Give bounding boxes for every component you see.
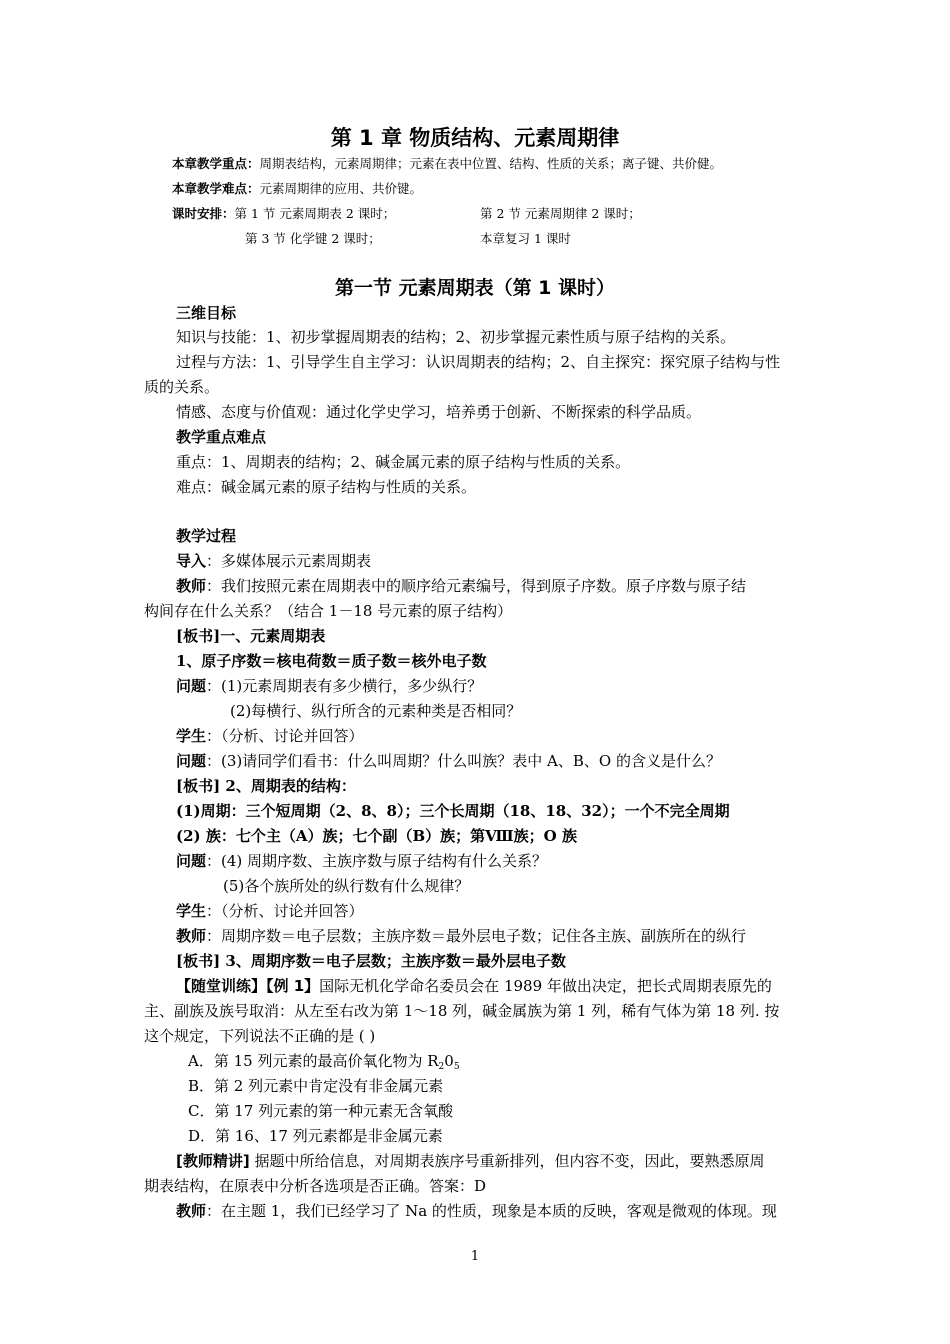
teacher-text: ：在主题 1，我们已经学习了 Na 的性质，现象是本质的反映，客观是微观的体现。现 <box>206 1202 777 1220</box>
schedule-line-1 <box>172 204 395 222</box>
schedule-item-1: 第 1 节 元素周期表 2 课时； <box>234 206 396 221</box>
schedule-item-2: 第 2 节 元素周期律 2 课时； <box>480 206 641 221</box>
option-a-subscript-2: 5 <box>453 1062 460 1072</box>
student-label: 学生 <box>176 902 207 920</box>
key-points-text: 周期表结构，元素周期律；元素在表中位置、结构、性质的关系；离子键、共价健。 <box>259 156 723 171</box>
teacher-label: 教师 <box>176 577 207 595</box>
exercise-line-1 <box>176 975 772 996</box>
board-1: [板书]一、元素周期表 <box>176 627 326 645</box>
explain-line-2: 期表结构，在原表中分析各选项是否正确。答案：D <box>144 1177 487 1195</box>
student-text: ：（分析、讨论并回答） <box>206 727 364 745</box>
exercise-text: 国际无机化学命名委员会在 1989 年做出决定，把长式周期表原先的 <box>319 977 772 995</box>
board-2-1: (1)周期：三个短周期（2、8、8）；三个长周期（18、18、32）；一个不完全周期 <box>176 802 730 820</box>
difficulties-label: 本章教学难点： <box>172 181 260 196</box>
board-2: [板书] 2、周期表的结构： <box>176 777 356 795</box>
intro-line <box>176 550 371 571</box>
exercise-line-3: 这个规定，下列说法不正确的是 ( ) <box>144 1027 376 1045</box>
student-label: 学生 <box>176 727 207 745</box>
option-a-text: A．第 15 列元素的最高价氧化物为 R <box>188 1052 439 1070</box>
student-1 <box>176 725 364 746</box>
question-2 <box>176 750 721 771</box>
question-label: 问题 <box>176 852 207 870</box>
page-number: 1 <box>470 1249 480 1264</box>
question-text: ：(3)请同学们看书：什么叫周期？什么叫族？表中 A、B、O 的含义是什么？ <box>206 752 721 770</box>
chapter-title: 第 1 章 物质结构、元素周期律 <box>330 126 620 150</box>
explain-line-1 <box>176 1150 765 1171</box>
explain-text: 据题中所给信息，对周期表族序号重新排列，但内容不变，因此，要熟悉原周 <box>249 1152 765 1170</box>
teacher-label: 教师 <box>176 927 207 945</box>
question-text: ：(4) 周期序数、主族序数与原子结构有什么关系？ <box>206 852 548 870</box>
question-text: ：(1)元素周期表有多少横行，多少纵行？ <box>206 677 483 695</box>
goal-emotion: 情感、态度与价值观：通过化学史学习，培养勇于创新、不断探索的科学品质。 <box>176 403 702 421</box>
teacher-line-1 <box>176 575 746 596</box>
question-label: 问题 <box>176 677 207 695</box>
option-b: B．第 2 列元素中肯定没有非金属元素 <box>188 1077 444 1095</box>
teacher-text: ：我们按照元素在周期表中的顺序给元素编号，得到原子序数。原子序数与原子结 <box>206 577 747 595</box>
goal-process-b: 质的关系。 <box>144 378 220 396</box>
question-1b: (2)每横行、纵行所含的元素种类是否相同？ <box>230 702 522 720</box>
difficult-point: 难点：碱金属元素的原子结构与性质的关系。 <box>176 478 477 496</box>
option-c: C．第 17 列元素的第一种元素无含氧酸 <box>188 1102 454 1120</box>
goal-knowledge: 知识与技能：1、初步掌握周期表的结构；2、初步掌握元素性质与原子结构的关系。 <box>176 328 736 346</box>
key-point: 重点：1、周期表的结构；2、碱金属元素的原子结构与性质的关系。 <box>176 453 631 471</box>
difficulties-text: 元素周期律的应用、共价键。 <box>259 181 423 196</box>
option-a-subscript-1: 2 <box>438 1062 445 1072</box>
explain-label: [教师精讲] <box>176 1152 250 1170</box>
question-label: 问题 <box>176 752 207 770</box>
student-2 <box>176 900 364 921</box>
section-title: 第一节 元素周期表（第 1 课时） <box>334 277 616 299</box>
board-2-2: (2) 族：七个主（A）族；七个副（B）族；第Ⅷ族；O 族 <box>176 827 577 845</box>
exercise-line-2: 主、副族及族号取消：从左至右改为第 1～18 列，碱金属族为第 1 列，稀有气体为第 18 列. 按 <box>144 1002 780 1020</box>
schedule-label: 课时安排： <box>172 206 235 221</box>
process-heading: 教学过程 <box>176 527 237 545</box>
option-d: D．第 16、17 列元素都是非金属元素 <box>188 1127 443 1145</box>
teacher-label: 教师 <box>176 1202 207 1220</box>
board-1-1: 1、原子序数＝核电荷数＝质子数＝核外电子数 <box>176 652 487 670</box>
student-text: ：（分析、讨论并回答） <box>206 902 364 920</box>
teacher-text: ：周期序数＝电子层数；主族序数＝最外层电子数；记住各主族、副族所在的纵行 <box>206 927 747 945</box>
goals-heading: 三维目标 <box>176 304 237 322</box>
goal-process-a: 过程与方法：1、引导学生自主学习：认识周期表的结构；2、自主探究：探究原子结构与性 <box>176 353 781 371</box>
question-1 <box>176 675 482 696</box>
difficulties-line <box>172 179 422 197</box>
option-a-mid: 0 <box>444 1052 454 1070</box>
exercise-label: 【随堂训练】【例 1】 <box>176 977 320 995</box>
intro-text: ：多媒体展示元素周期表 <box>206 552 372 570</box>
schedule-item-4: 本章复习 1 课时 <box>480 231 571 246</box>
option-a <box>188 1050 460 1071</box>
question-3 <box>176 850 547 871</box>
intro-label: 导入 <box>176 552 207 570</box>
board-3: [板书] 3、周期序数＝电子层数；主族序数＝最外层电子数 <box>176 952 566 970</box>
key-difficulty-heading: 教学重点难点 <box>176 428 267 446</box>
teacher-2 <box>176 925 746 946</box>
key-points-label: 本章教学重点： <box>172 156 260 171</box>
question-3b: (5)各个族所处的纵行数有什么规律？ <box>223 877 470 895</box>
key-points-line <box>172 154 722 172</box>
teacher-3 <box>176 1200 777 1221</box>
schedule-item-3: 第 3 节 化学键 2 课时； <box>245 231 381 246</box>
teacher-line-1b: 构间存在什么关系？（结合 1－18 号元素的原子结构） <box>144 602 513 620</box>
